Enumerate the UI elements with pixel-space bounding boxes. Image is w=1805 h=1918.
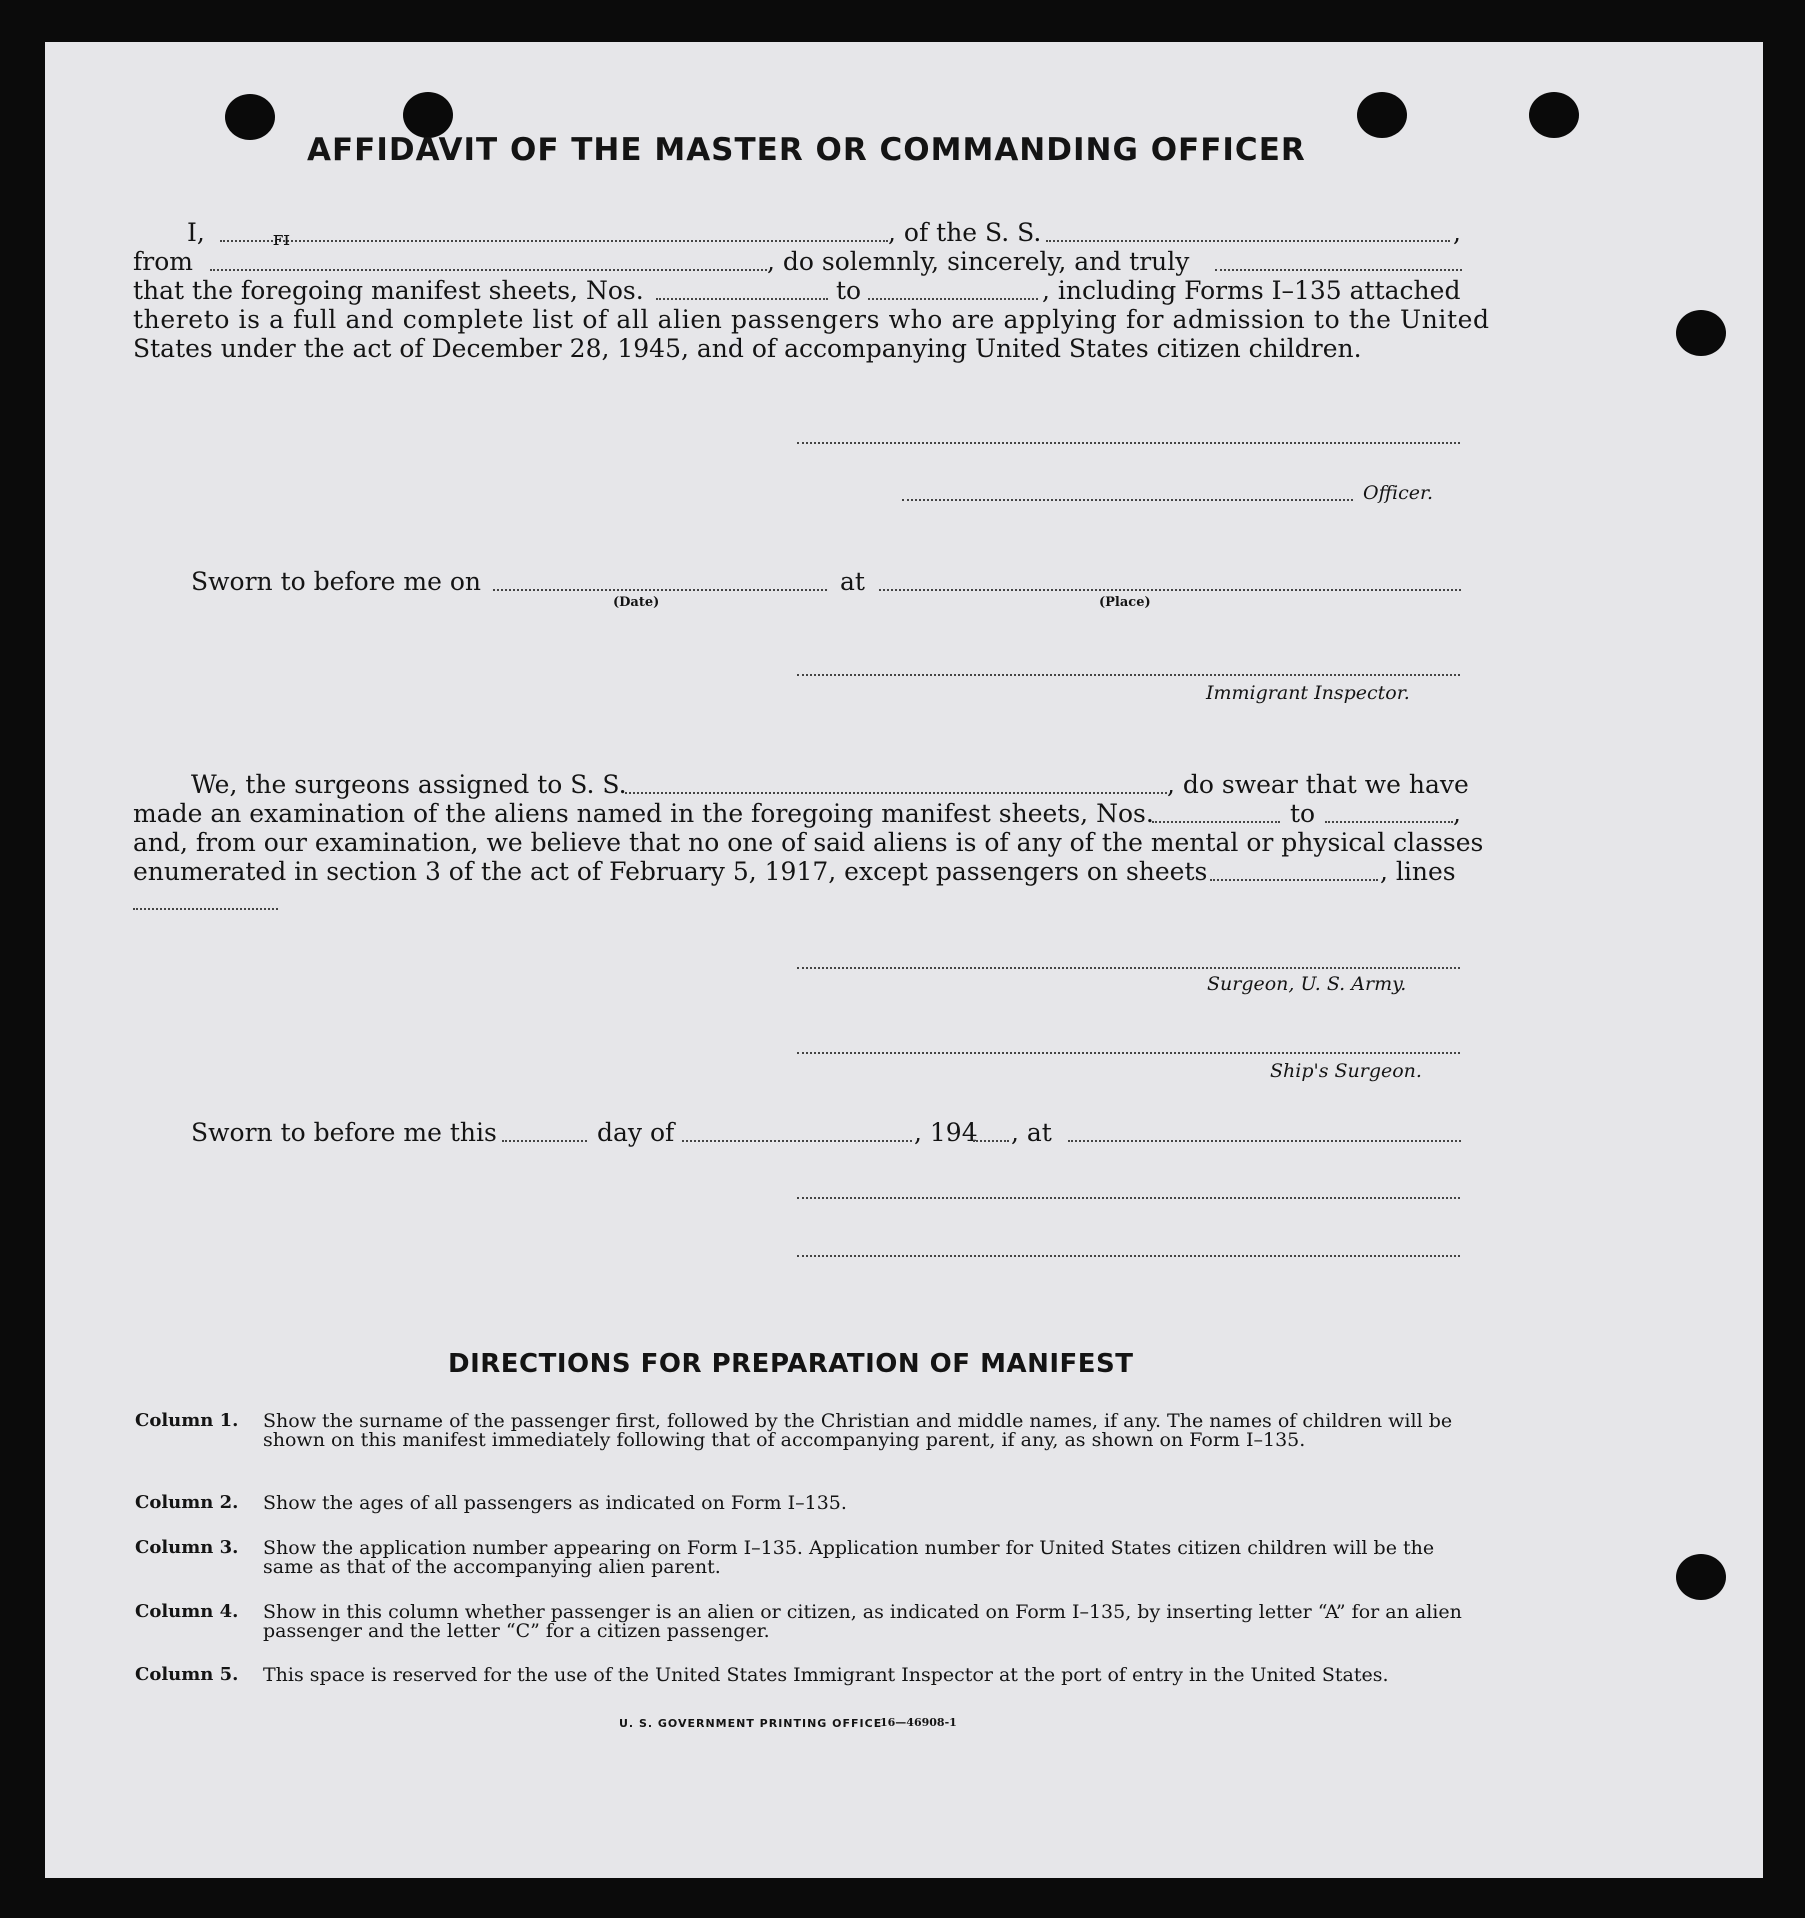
column-4-text: Show in this column whether passenger is an alien or citizen, as indicated on Form I–135, by inserting letter “A” for an alien passenger and the letter “C” for a citizen passenger.: [263, 1601, 1462, 1642]
column-5-label: Column 5.: [135, 1664, 239, 1685]
sworn2-day-field[interactable]: [502, 1140, 587, 1142]
column-1-text: Show the surname of the passenger first, followed by the Christian and middle names, if any. The names of children will be shown on this manifest immediately following that of accompanying parent, if any, as shown on Form I–135.: [263, 1410, 1453, 1451]
from-port-field[interactable]: [210, 269, 767, 271]
sheets-from-field[interactable]: [656, 298, 828, 300]
punch-hole: [1529, 92, 1579, 138]
from-label: from: [133, 247, 193, 276]
sworn2-label: Sworn to before me this: [191, 1118, 497, 1147]
surgeons-line-3: and, from our examination, we believe that no one of said aliens is of any of the mental or physical classes: [133, 828, 1484, 857]
affirmation-field[interactable]: [1215, 269, 1462, 271]
punch-hole: [225, 94, 275, 140]
punch-hole: [1676, 310, 1726, 356]
document-page: [45, 42, 1763, 1878]
of-ss-label: , of the S. S.: [888, 218, 1042, 247]
form-code: 16—46908-1: [880, 1716, 957, 1729]
officer-title-line[interactable]: [902, 499, 1353, 501]
surgeons-ship-field[interactable]: [625, 792, 1167, 794]
army-surgeon-caption: Surgeon, U. S. Army.: [1207, 973, 1407, 995]
sworn2-place-field[interactable]: [1068, 1140, 1461, 1142]
surgeons-line-4: enumerated in section 3 of the act of February 5, 1917, except passengers on sheets: [133, 857, 1208, 886]
handwritten-mark: ꜰɪ: [273, 226, 290, 250]
forms-label: , including Forms I–135 attached: [1042, 276, 1461, 305]
comma: ,: [1453, 218, 1461, 247]
sworn2-at-label: , at: [1011, 1118, 1052, 1147]
sworn2-month-field[interactable]: [682, 1140, 912, 1142]
exam-sheets-to-field[interactable]: [1325, 821, 1453, 823]
ship-surgeon-caption: Ship's Surgeon.: [1270, 1060, 1422, 1082]
column-1-label: Column 1.: [135, 1410, 239, 1431]
day-of-label: day of: [597, 1118, 675, 1147]
sworn2-year-field[interactable]: [973, 1140, 1009, 1142]
except-lines-field[interactable]: [133, 908, 278, 910]
affidavit-title: AFFIDAVIT OF THE MASTER OR COMMANDING OFFICER: [307, 132, 1306, 168]
at-label: at: [840, 567, 865, 596]
army-surgeon-signature-line[interactable]: [797, 967, 1460, 969]
column-3-text: Show the application number appearing on Form I–135. Application number for United States citizen children will be the same as that of the accompanying alien parent.: [263, 1537, 1435, 1578]
sworn-date-field[interactable]: [493, 589, 827, 591]
i-label: I,: [187, 218, 205, 247]
sheets-to-field[interactable]: [868, 298, 1038, 300]
affidavit-line-4: thereto is a full and complete list of all alien passengers who are applying for admission to the United: [133, 305, 1490, 334]
sworn-label: Sworn to before me on: [191, 567, 482, 596]
column-3-label: Column 3.: [135, 1537, 239, 1558]
sworn-place-field[interactable]: [879, 589, 1461, 591]
surgeons-label: We, the surgeons assigned to S. S.: [191, 770, 627, 799]
officer-signature-line[interactable]: [797, 442, 1460, 444]
lines-label: , lines: [1380, 857, 1456, 886]
directions-title: DIRECTIONS FOR PREPARATION OF MANIFEST: [448, 1349, 1134, 1379]
printing-office-imprint: U. S. GOVERNMENT PRINTING OFFICE: [619, 1717, 883, 1730]
except-sheets-field[interactable]: [1210, 879, 1378, 881]
affidavit-line-5: States under the act of December 28, 1945, and of accompanying United States citizen children.: [133, 334, 1362, 363]
punch-hole: [1676, 1554, 1726, 1600]
exam-to-label: to: [1290, 799, 1316, 828]
master-name-field[interactable]: [220, 240, 888, 242]
solemnly-label: , do solemnly, sincerely, and truly: [767, 247, 1190, 276]
column-5-text: This space is reserved for the use of the United States Immigrant Inspector at the port of entry in the United States.: [263, 1664, 1389, 1686]
place-caption: (Place): [1099, 595, 1151, 610]
exam-sheets-from-field[interactable]: [1152, 821, 1280, 823]
ship-name-field[interactable]: [1046, 240, 1450, 242]
ship-surgeon-signature-line[interactable]: [797, 1052, 1460, 1054]
punch-hole: [1357, 92, 1407, 138]
date-caption: (Date): [613, 595, 660, 610]
examination-label: made an examination of the aliens named in the foregoing manifest sheets, Nos.: [133, 799, 1154, 828]
to-label: to: [836, 276, 862, 305]
column-4-label: Column 4.: [135, 1601, 239, 1622]
manifest-sheets-label: that the foregoing manifest sheets, Nos.: [133, 276, 644, 305]
swear-label: , do swear that we have: [1167, 770, 1469, 799]
inspector-caption: Immigrant Inspector.: [1206, 682, 1410, 704]
comma: ,: [1453, 799, 1461, 828]
officer-caption: Officer.: [1363, 482, 1434, 504]
column-2-label: Column 2.: [135, 1492, 239, 1513]
column-2-text: Show the ages of all passengers as indicated on Form I–135.: [263, 1492, 847, 1514]
inspector-signature-line[interactable]: [797, 674, 1460, 676]
year-label: , 194: [914, 1118, 978, 1147]
sworn2-title-line[interactable]: [797, 1255, 1460, 1257]
sworn2-signature-line[interactable]: [797, 1197, 1460, 1199]
